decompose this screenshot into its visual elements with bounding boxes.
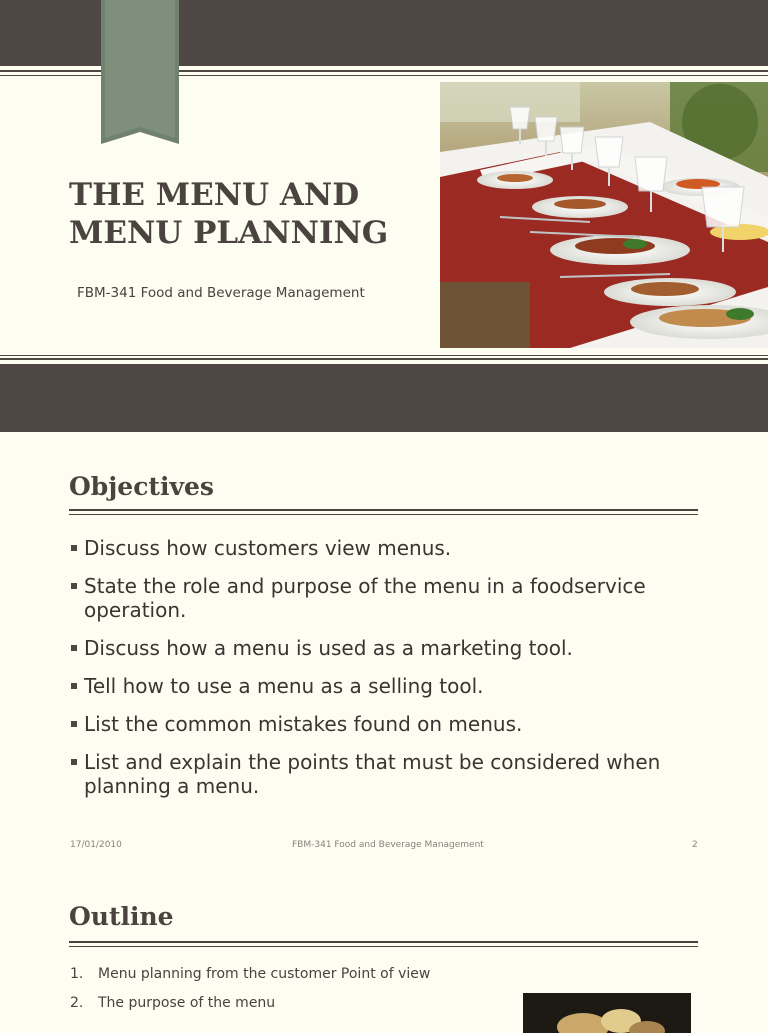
item-text: Menu planning from the customer Point of view bbox=[98, 966, 431, 982]
title-rule bbox=[69, 509, 698, 515]
list-item: List the common mistakes found on menus. bbox=[70, 712, 710, 736]
list-item: List and explain the points that must be considered when planning a menu. bbox=[70, 750, 710, 798]
bottom-band bbox=[0, 364, 768, 432]
item-number: 2. bbox=[70, 995, 84, 1011]
list-item: Discuss how customers view menus. bbox=[70, 536, 710, 560]
list-item bbox=[70, 966, 430, 983]
slide-title: THE MENU AND MENU PLANNING bbox=[69, 177, 389, 251]
food-photo bbox=[523, 993, 691, 1033]
banquet-table-photo bbox=[440, 82, 768, 348]
objectives-slide bbox=[0, 432, 768, 864]
footer-course: FBM-341 Food and Beverage Management bbox=[292, 840, 484, 850]
objectives-list bbox=[70, 536, 710, 812]
outline-list bbox=[70, 966, 430, 1024]
list-item: Discuss how a menu is used as a marketing tool. bbox=[70, 636, 710, 660]
title-rule bbox=[69, 941, 698, 947]
footer-date: 17/01/2010 bbox=[70, 840, 122, 850]
list-item: Tell how to use a menu as a selling tool. bbox=[70, 674, 710, 698]
list-item bbox=[70, 995, 430, 1012]
outline-slide bbox=[0, 864, 768, 1024]
title-slide bbox=[0, 0, 768, 432]
item-number: 1. bbox=[70, 966, 84, 982]
bookmark-ribbon-icon bbox=[101, 0, 179, 144]
slide-subtitle: FBM-341 Food and Beverage Management bbox=[77, 285, 365, 301]
bottom-rule bbox=[0, 358, 768, 360]
footer-page-number: 2 bbox=[692, 840, 698, 850]
outline-title: Outline bbox=[69, 902, 174, 931]
item-text: The purpose of the menu bbox=[98, 995, 276, 1011]
list-item: State the role and purpose of the menu in a foodservice operation. bbox=[70, 574, 710, 622]
bottom-rule-thin bbox=[0, 355, 768, 356]
objectives-title: Objectives bbox=[69, 472, 214, 501]
